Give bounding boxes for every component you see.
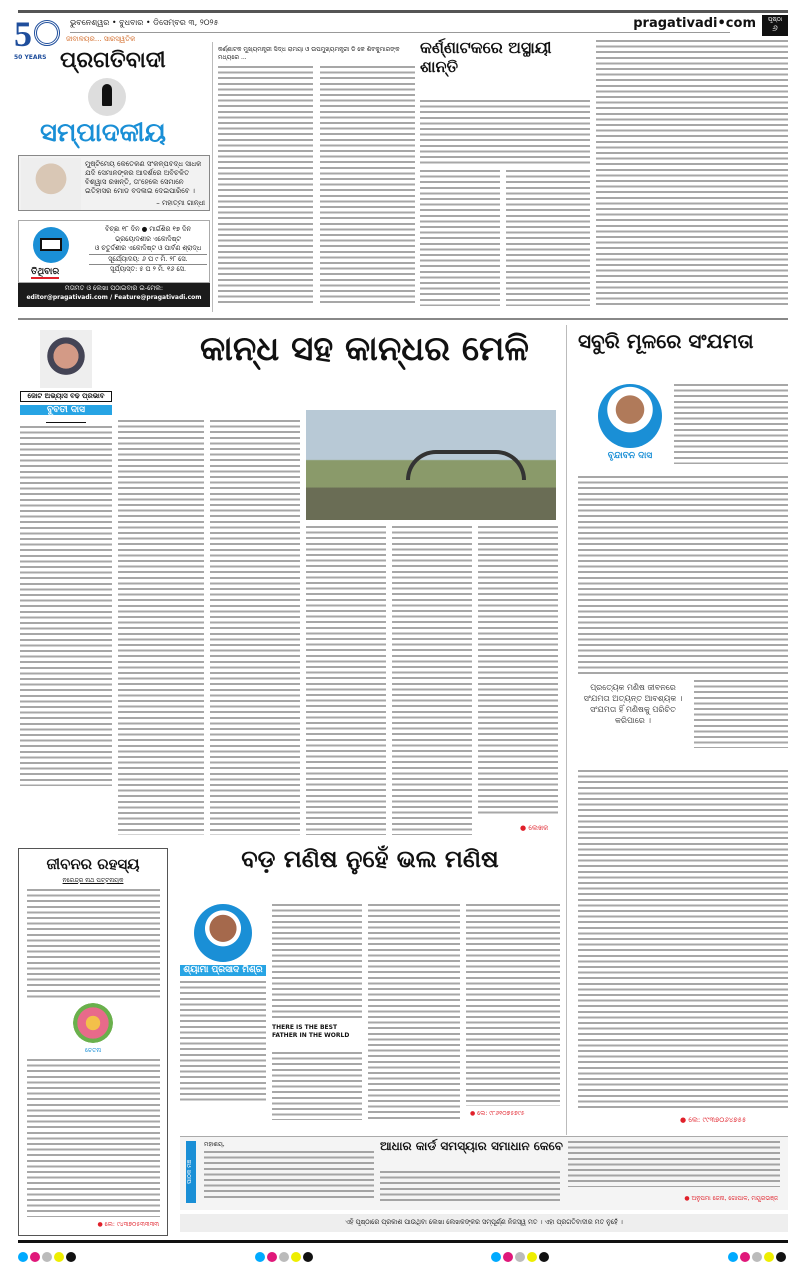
pull-quote: ପ୍ରତ୍ୟେକ ମଣିଷ ଜୀବନରେ ସଂଯମତା ଅତ୍ୟନ୍ତ ଆବଶ୍ୟକ । ସଂଯମତା ହିଁ ମଣିଷକୁ ପରିଚିତ କରିପାରେ । <box>583 683 683 725</box>
article-text <box>368 904 460 1120</box>
feature-text-col <box>210 420 300 835</box>
article-signature: ● ଲେ: ୯୮୬୧୦୭୫୭୯୫ <box>470 1110 525 1117</box>
letters-salutation: ମହାଶୟ, <box>204 1141 225 1148</box>
editorial-text-col <box>420 100 590 166</box>
life-author: ନରେନ୍ଦ୍ର ନାଥ ପଟ୍ଟନାୟକ <box>62 877 124 884</box>
column-signature: ● ଲେ: ୯୯୩୭୦୬୪୭୫୫ <box>680 1116 747 1124</box>
sunrise-time: ସୂର୍ଯ୍ୟୋଦୟ: ୬ ଘ ୯ ମି. ୨୮ ସେ. <box>89 254 207 265</box>
letters-headline: ଆଧାର କାର୍ଡ ସମସ୍ୟାର ସମାଧାନ କେବେ <box>380 1139 563 1153</box>
feature-headline: କାନ୍ଧ ସହ କାନ୍ଧର ମେଳି <box>200 329 529 369</box>
contact-label: ମତାମତ ଓ ଲେଖା ପଠାଇବାର ଇ-ମେଲ: <box>64 284 164 292</box>
tagline: ଜୀବାଳୟର... ସାରସ୍ୱତିକ <box>66 35 136 43</box>
columnist-name: ବୃନ୍ଦାବନ ଦାସ <box>607 451 653 461</box>
editorial-headline: କର୍ଣ୍ଣାଟକରେ ଅସ୍ଥାୟୀ ଶାନ୍ତି <box>420 38 552 76</box>
anniversary-logo: 5 <box>14 16 62 56</box>
section-title: ସମ୍ପାଦକୀୟ <box>40 118 166 148</box>
english-quote: THERE IS THE BEST FATHER IN THE WORLD <box>272 1024 350 1039</box>
letters-section-label: ପାଠକ ମଞ୍ଚ <box>186 1141 196 1203</box>
editorial-text-col <box>420 170 500 306</box>
tithi-line: ଭ୍ରୟୋଦଶୀର ଏକୋଦିଷ୍ଟ <box>115 234 181 243</box>
tithi-line: ଓ ଚତୁର୍ଦ୍ଦଶୀର ଏକୋଦିଷ୍ଟ ଓ ପାର୍ବଣ ଶ୍ରାଦ୍ଧ <box>94 244 202 252</box>
column-text <box>578 770 788 1110</box>
writer-photo <box>194 904 252 962</box>
feature-author-block <box>20 330 112 786</box>
columnist-photo <box>598 384 662 448</box>
feature-text-col <box>306 526 386 835</box>
article-text <box>272 1052 362 1120</box>
bridge-photo <box>306 410 556 520</box>
column-headline: ସବୁରି ମୂଳରେ ସଂଯମତା <box>578 329 754 353</box>
article-text <box>272 904 362 1020</box>
life-box <box>18 848 168 1236</box>
feature-text-col <box>478 526 558 816</box>
gandhi-portrait <box>21 158 81 210</box>
pen-nib-icon <box>88 78 126 116</box>
quote-box <box>18 155 210 211</box>
article-text <box>466 904 560 1106</box>
good-person-headline: ବଡ଼ ମଣିଷ ନୁହେଁ ଭଲ ମଣିଷ <box>241 845 499 873</box>
masthead-title: ପ୍ରଗତିବାଦୀ <box>60 48 166 73</box>
lotus-icon <box>73 1003 113 1043</box>
editorial-text-col <box>320 66 415 305</box>
feature-caption: ଜୋଟ ଅଭ୍ୟାସ ବଢ ପ୍ରଭାବ <box>20 391 112 402</box>
editorial-lead: କର୍ଣ୍ଣାଟକ ମୁଖ୍ୟମନ୍ତ୍ରୀ ସିଦ୍ଧ ରାମୟା ଓ ଉପମୁଖ୍ୟମନ୍ତ୍ରୀ ଡି କେ ଶିବକୁମାରଙ୍କ ମଧ୍ୟରେ ... <box>218 46 400 61</box>
letters-signature: ● ଅନୁପମା ଜେନା, ଗୋପାଳ, ମୟୂରଭଞ୍ଜ <box>684 1195 778 1202</box>
book-icon <box>33 227 69 263</box>
feature-text-col <box>118 420 204 835</box>
contact-emails[interactable]: editor@pragativadi.com / Feature@pragativadi.com <box>26 294 202 301</box>
letters-box <box>180 1136 788 1210</box>
author-photo <box>40 330 92 388</box>
color-registration-marks <box>18 1247 788 1266</box>
editorial-text-col <box>218 66 313 305</box>
columnist-block <box>592 384 668 461</box>
column-text <box>674 384 788 464</box>
life-headline: ଜୀବନର ରହସ୍ୟ <box>46 855 140 873</box>
footer-disclaimer: ଏହି ପୃଷ୍ଠାରେ ପ୍ରକାଶ ପାଉଥିବା ଲେଖା ଲେଖକଙ୍କର ସମ୍ପୂର୍ଣ୍ଣ ନିଜସ୍ୱ ମତ । ଏହା ପ୍ରଗତିବାଦୀର ମତ ନୁହେଁ । <box>180 1214 788 1232</box>
quote-text: ମୁଷ୍ଟିମେୟ କେତେକଣ ସଂକଳ୍ପବଦ୍ଧ ସାଧକ ଯଦି ସେମାନଙ୍କର ଆଦର୍ଶରେ ଅବିଚଳିତ ବିଶ୍ୱାସ ରଖନ୍ତି, ତା'ହେଲେ ସେମାନେ ଇତିହାସର ମୋଡ ବଦଳାଇ ଦେଇପାରିବେ । <box>85 160 202 195</box>
contact-bar <box>18 283 210 307</box>
tithi-line: ବିଚ୍ଛା ୧୮ ଦିନ ● ମାର୍ଗଶିର ୧୭ ଦିନ <box>105 225 191 233</box>
tithi-label: ତିଥିବାର <box>31 267 60 277</box>
editorial-text-col <box>506 170 590 306</box>
website[interactable]: pragativadi•com <box>633 16 756 31</box>
feature-text-col <box>392 526 472 835</box>
dateline: ଭୁବନେଶ୍ୱର • ବୁଧବାର • ଡିସେମ୍ବର ୩, ୨୦୨୫ <box>70 18 219 27</box>
column-text <box>694 680 788 748</box>
anniversary-text: 50 YEARS <box>14 54 47 61</box>
article-text <box>180 981 266 1101</box>
page-number-box: ପୃଷ୍ଠା ୬ <box>762 15 788 36</box>
writer-block <box>180 904 266 1101</box>
editorial-text-col <box>596 40 788 306</box>
column-text <box>578 476 788 674</box>
life-signature: ● ଲେ: ୯୪୩୭୦୫୩୩୩୩ <box>97 1221 159 1228</box>
quote-author: – ମହାତ୍ମା ଗାନ୍ଧୀ <box>156 199 205 207</box>
feature-tag: ● ଲେଖକ <box>520 824 549 832</box>
sunset-time: ସୂର୍ଯ୍ୟାସ୍ତ: ୫ ଘ ୨ ମି. ୧୬ ସେ. <box>89 264 207 275</box>
writer-name: ଶ୍ୟାମା ପ୍ରସାଦ ମିଶ୍ର <box>180 965 266 976</box>
feature-text-col <box>20 426 112 786</box>
tithi-box <box>18 220 210 283</box>
feature-author: ବୁବତୀ ଦାସ <box>20 405 112 415</box>
top-rule <box>18 10 788 13</box>
life-badge: ଚେତନା <box>84 1047 102 1054</box>
